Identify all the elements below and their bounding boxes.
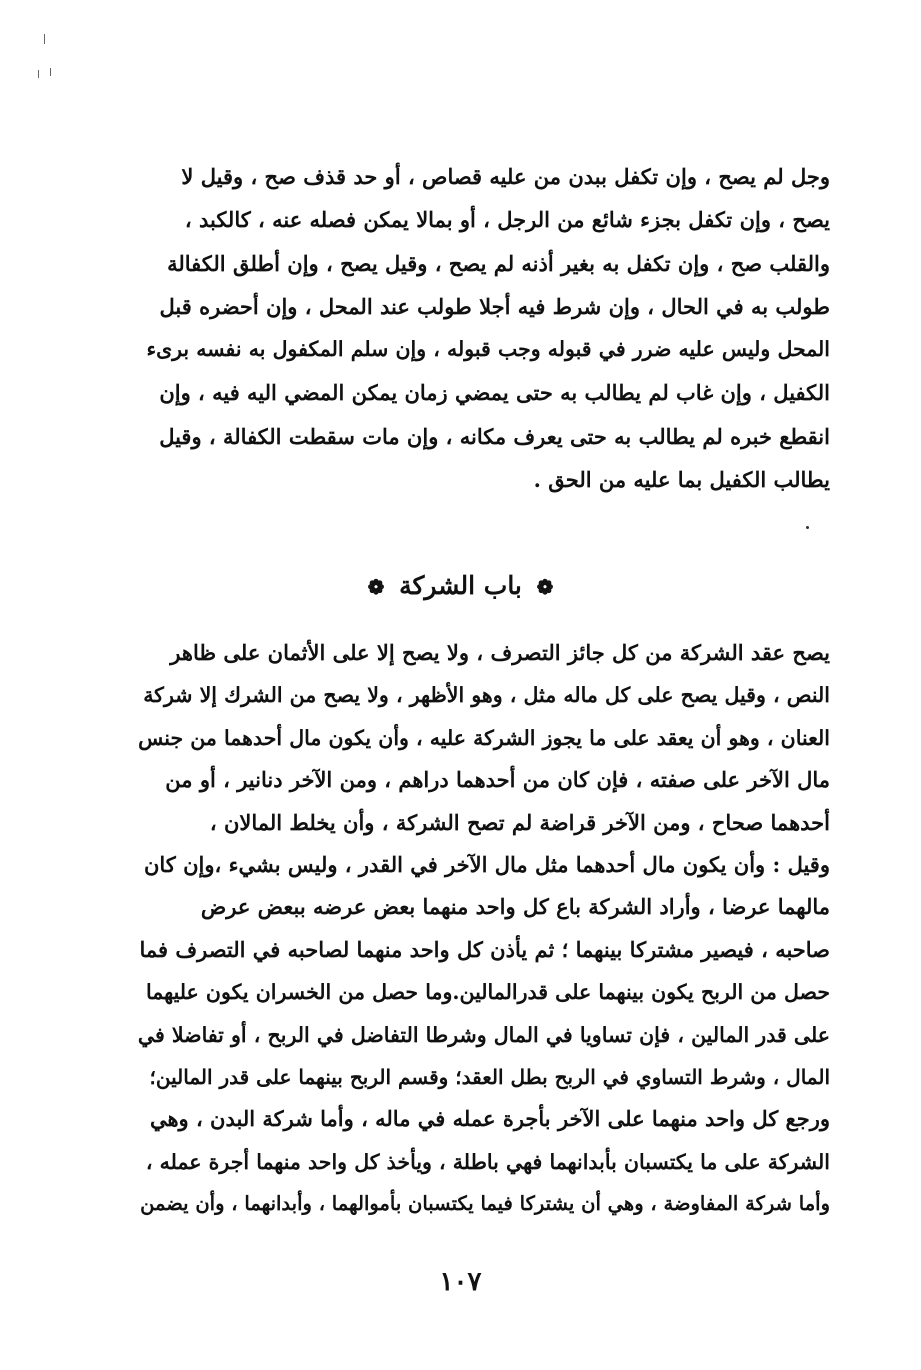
text-line: وقيل : وأن يكون مال أحدهما مثل مال الآخر في القدر ، وليس بشيء ،وإن كان [143, 851, 830, 877]
paragraph-kafala [136, 155, 830, 501]
text-line: مال الآخر على صفته ، فإن كان من أحدهما دراهم ، ومن الآخر دنانير ، أو من [165, 767, 830, 793]
paragraph-sharika [136, 632, 830, 1225]
section-heading-text: باب الشركة [399, 571, 522, 600]
text-line: الشركة على ما يكتسبان بأبدانهما فهي باطلة ، ويأخذ كل واحد منهما أجرة عمله ، [145, 1149, 830, 1174]
text-line: مالهما عرضا ، وأراد الشركة باع كل واحد منهما بعض عرضه ببعض عرض [200, 894, 830, 920]
text-line: المحل وليس عليه ضرر في قبوله وجب قبوله ، وإن سلم المكفول به نفسه برىء [146, 337, 830, 362]
scan-mark [44, 34, 45, 44]
text-line: على قدر المالين ، فإن تساويا في المال وشرطا التفاضل في الربح ، أو تفاضلا في [137, 1022, 830, 1047]
page-number: ١٠٧ [439, 1267, 482, 1297]
text-line: انقطع خبره لم يطالب به حتى يعرف مكانه ، وإن مات سقطت الكفالة ، وقيل [159, 423, 830, 449]
text-line: طولب به في الحال ، وإن شرط فيه أجلا طولب عند المحل ، وإن أحضره قبل [159, 293, 830, 319]
text-line: وأما شركة المفاوضة ، وهي أن يشتركا فيما يكتسبان بأموالهما ، وأبدانهما ، وأن يضمن [140, 1192, 830, 1216]
ornament-icon: ❁ [367, 575, 385, 599]
text-line: وجل لم يصح ، وإن تكفل ببدن من عليه قصاص ، أو حد قذف صح ، وقيل لا [181, 164, 830, 189]
text-line: والقلب صح ، وإن تكفل به بغير أذنه لم يصح ، وقيل يصح ، وإن أطلق الكفالة [167, 250, 830, 276]
text-line: صاحبه ، فيصير مشتركا بينهما ؛ ثم يأذن كل واحد منهما لصاحبه في التصرف فما [139, 936, 830, 962]
text-line: يطالب الكفيل بما عليه من الحق . [533, 467, 830, 493]
text-line: حصل من الربح يكون بينهما على قدرالمالين.وما حصل من الخسران يكون عليهما [146, 980, 830, 1005]
text-line: يصح ، وإن تكفل بجزء شائع من الرجل ، أو بمالا يمكن فصله عنه ، كالكبد ، [184, 207, 830, 233]
scan-mark [50, 68, 51, 76]
text-line: الكفيل ، وإن غاب لم يطالب به حتى يمضي زمان يمكن المضي اليه فيه ، وإن [159, 380, 830, 406]
text-line: العنان ، وهو أن يعقد على ما يجوز الشركة عليه ، وأن يكون مال أحدهما من جنس [138, 725, 830, 750]
section-heading [0, 566, 921, 607]
text-line: يصح عقد الشركة من كل جائز التصرف ، ولا يصح إلا على الأثمان على ظاهر [170, 640, 830, 665]
ornament-icon: ❁ [536, 575, 554, 599]
text-line: النص ، وقيل يصح على كل ماله مثل ، وهو الأظهر ، ولا يصح من الشرك إلا شركة [143, 683, 830, 708]
stray-dot [806, 526, 809, 529]
text-line: المال ، وشرط التساوي في الربح بطل العقد؛ وقسم الربح بينهما على قدر المالين؛ [149, 1064, 830, 1089]
scan-mark [38, 70, 39, 78]
text-line: ورجع كل واحد منهما على الآخر بأجرة عمله في ماله ، وأما شركة البدن ، وهي [149, 1106, 830, 1132]
text-line: أحدهما صحاح ، ومن الآخر قراضة لم تصح الشركة ، وأن يخلط المالان ، [209, 809, 830, 835]
